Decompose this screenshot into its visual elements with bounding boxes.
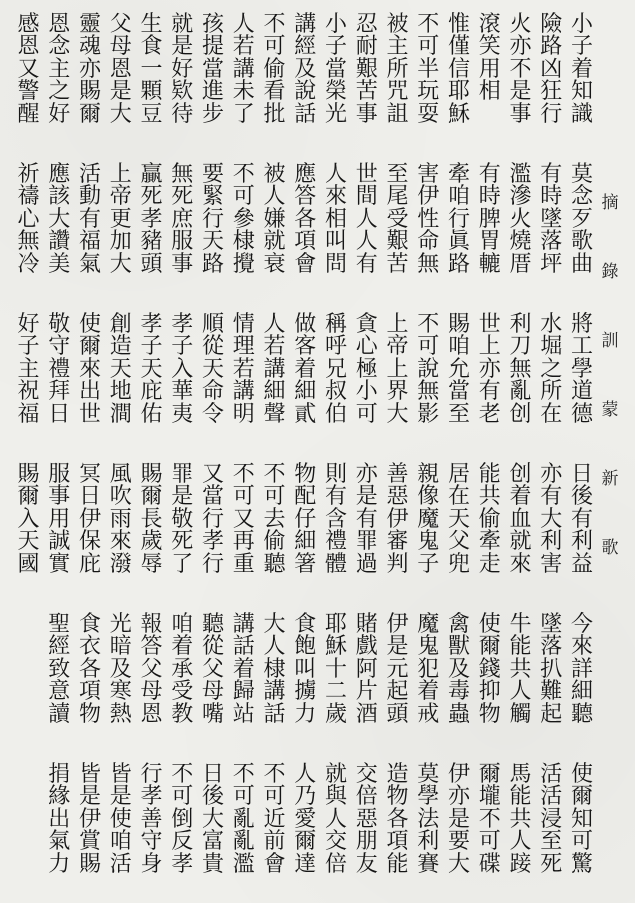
verse-phrase: 被 主 所 咒 詛: [386, 12, 409, 127]
verse-phrase: 險 路 凶 狂 行: [540, 12, 563, 127]
verse-phrase: 人 乃 愛 爾 達: [294, 762, 317, 877]
verse-phrase: 報 答 父 母 恩: [140, 612, 163, 727]
verse-phrase: 光 暗 及 寒 熱: [109, 612, 132, 727]
verse-block: [14, 462, 593, 577]
verse-phrase: 爾 壠 不 可 碟: [478, 762, 501, 877]
title-character: 錄: [601, 262, 619, 282]
verse-phrase: 應 答 各 項 會: [294, 162, 317, 277]
verse-phrase: 講 經 及 說 話: [294, 12, 317, 127]
verse-phrase: 人 若 講 細 聲: [263, 312, 286, 427]
title-character: 摘: [601, 193, 619, 213]
verse-phrase: 小 子 當 榮 光: [324, 12, 347, 127]
verse-phrase: 莫 學 法 利 賽: [417, 762, 440, 877]
verse-block: [14, 162, 593, 277]
verse-phrase: 不 可 參 棣 攪: [232, 162, 255, 277]
title-character: 新: [601, 469, 619, 489]
verse-phrase: 食 飽 叫 擄 力: [294, 612, 317, 727]
verse-phrase: 被 人 嫌 就 衰: [263, 162, 286, 277]
verse-phrase: 世 上 亦 有 老: [478, 312, 501, 427]
verse-phrase: 活 活 浸 至 死: [540, 762, 563, 877]
verse-phrase: 墜 落 扒 難 起: [540, 612, 563, 727]
verse-phrase: 親 像 魔 鬼 子: [417, 462, 440, 577]
verse-phrase: 就 與 人 交 倍: [324, 762, 347, 877]
verse-phrase: 小 子 着 知 識: [570, 12, 593, 127]
verse-phrase: 世 間 人 人 有: [355, 162, 378, 277]
verse-block: [14, 612, 593, 727]
verse-phrase: 牽 咱 行 眞 路: [447, 162, 470, 277]
verse-phrase: 孝 子 入 華 夷: [171, 312, 194, 427]
verse-phrase: 講 話 着 歸 站: [232, 612, 255, 727]
verse-phrase: 日 後 大 富 貴: [201, 762, 224, 877]
verse-phrase: 火 亦 不 是 事: [509, 12, 532, 127]
verse-phrase: 情 理 若 講 明: [232, 312, 255, 427]
verse-phrase: 滾 笑 用 相: [478, 12, 501, 105]
verse-phrase: 服 事 用 誠 實: [48, 462, 71, 577]
verse-phrase: 耶 穌 十 二 歲: [324, 612, 347, 727]
verse-phrase: 今 來 詳 細 聽: [570, 612, 593, 727]
verse-phrase: 要 緊 行 天 路: [201, 162, 224, 277]
verse-phrase: 创 着 血 就 來: [509, 462, 532, 577]
verse-phrase: 無 死 庶 服 事: [171, 162, 194, 277]
verse-phrase: 利 刀 無 亂 创: [509, 312, 532, 427]
verse-phrase: 風 吹 雨 來 潑: [109, 462, 132, 577]
verse-phrase: 活 動 有 福 氣: [78, 162, 101, 277]
verse-phrase: 孩 提 當 進 步: [201, 12, 224, 127]
verse-phrase: 皆 是 伊 賞 賜: [78, 762, 101, 877]
verse-phrase: 不 可 亂 亂 濫: [232, 762, 255, 877]
verse-phrase: 孝 子 天 庇 佑: [140, 312, 163, 427]
verse-phrase: 伊 是 元 起 頭: [386, 612, 409, 727]
verse-phrase: 又 當 行 孝 行: [201, 462, 224, 577]
verse-phrase: 順 從 天 命 令: [201, 312, 224, 427]
verse-phrase: 莫 念 歹 歌 曲: [570, 162, 593, 277]
verse-phrase: 大 人 棣 講 話: [263, 612, 286, 727]
verse-phrase: 生 食 一 顆 豆: [140, 12, 163, 127]
verse-phrase: 賜 爾 入 天 國: [17, 462, 40, 577]
verse-phrase: 皆 是 使 咱 活: [109, 762, 132, 877]
verse-phrase: 水 堀 之 所 在: [540, 312, 563, 427]
verse-phrase: 父 母 恩 是 大: [109, 12, 132, 127]
verse-phrase: 濫 滲 火 燒 厝: [509, 162, 532, 277]
verse-phrase: 禽 獸 及 毒 蟲: [447, 612, 470, 727]
verse-phrase: 靈 魂 亦 賜 爾: [78, 12, 101, 127]
verse-phrase: 稱 呼 兄 叔 伯: [324, 312, 347, 427]
verse-phrase: 聖 經 致 意 讀: [48, 612, 71, 727]
verse-phrase: 物 配 仔 細 箸: [294, 462, 317, 577]
verse-phrase: 不 可 倒 反 孝: [171, 762, 194, 877]
verse-phrase: 亦 有 大 利 害: [540, 462, 563, 577]
verse-phrase: 上 帝 更 加 大: [109, 162, 132, 277]
verse-phrase: 害 伊 性 命 無: [417, 162, 440, 277]
verse-phrase: 食 衣 各 項 物: [78, 612, 101, 727]
verse-block: [14, 762, 593, 877]
verse-block: [14, 12, 593, 127]
verse-phrase: 能 共 偷 牽 走: [478, 462, 501, 577]
verse-phrase: 不 可 近 前 會: [263, 762, 286, 877]
verse-phrase: 善 惡 伊 審 判: [386, 462, 409, 577]
verse-phrase: 罪 是 敬 死 了: [171, 462, 194, 577]
verse-phrase: 好 子 主 祝 福: [17, 312, 40, 427]
title-character: 蒙: [601, 400, 619, 420]
verse-phrase: 日 後 有 利 益: [570, 462, 593, 577]
verse-phrase: 捐 緣 出 氣 力: [48, 762, 71, 877]
verse-phrase: 不 可 去 偷 聽: [263, 462, 286, 577]
verse-phrase: 恩 念 主 之 好: [48, 12, 71, 127]
verse-phrase: 伊 亦 是 要 大: [447, 762, 470, 877]
verse-phrase: 賜 咱 允 當 至: [447, 312, 470, 427]
verse-phrase: 交 倍 惡 朋 友: [355, 762, 378, 877]
verse-phrase: 使 爾 來 出 世: [78, 312, 101, 427]
verse-phrase: 居 在 天 父 兜: [447, 462, 470, 577]
verse-phrase: 牛 能 共 人 觸: [509, 612, 532, 727]
verse-phrase: 冥 日 伊 保 庇: [78, 462, 101, 577]
verse-phrase: 亦 是 有 罪 過: [355, 462, 378, 577]
verse-block: [14, 312, 593, 427]
verse-phrase: 馬 能 共 人 踥: [509, 762, 532, 877]
verse-phrase: 贏 死 孝 豬 頭: [140, 162, 163, 277]
verse-phrase: 做 客 着 細 貳: [294, 312, 317, 427]
verse-phrase: 使 爾 知 可 驚: [570, 762, 593, 877]
verse-phrase: 不 可 半 玩 耍: [417, 12, 440, 127]
verse-phrase: 敬 守 禮 拜 日: [48, 312, 71, 427]
verse-phrase: 使 爾 錢 抑 物: [478, 612, 501, 727]
verse-phrase: 惟 僅 信 耶 穌: [447, 12, 470, 127]
verse-phrase: 將 工 學 道 德: [570, 312, 593, 427]
title-character: 歌: [601, 538, 619, 558]
verse-phrase: 不 可 偷 看 批: [263, 12, 286, 127]
verse-phrase: 有 時 墜 落 坪: [540, 162, 563, 277]
verse-phrase: 聽 從 父 母 嘴: [201, 612, 224, 727]
verse-phrase: 賜 爾 長 歲 辱: [140, 462, 163, 577]
verse-phrase: 賭 戲 阿 片 酒: [355, 612, 378, 727]
verse-phrase: 祈 禱 心 無 冷: [17, 162, 40, 277]
verse-phrase: 有 時 脾 胃 轆: [478, 162, 501, 277]
verse-phrase: 魔 鬼 犯 着 戒: [417, 612, 440, 727]
verse-phrase: 人 來 相 叫 問: [324, 162, 347, 277]
title-character: 訓: [601, 331, 619, 351]
verse-phrase: 上 帝 上 界 大: [386, 312, 409, 427]
verse-phrase: 行 孝 善 守 身: [140, 762, 163, 877]
verse-phrase: 忍 耐 艱 苦 事: [355, 12, 378, 127]
verse-phrase: 不 可 說 無 影: [417, 312, 440, 427]
verse-phrase: 貪 心 極 小 可: [355, 312, 378, 427]
verse-phrase: 咱 着 承 受 教: [171, 612, 194, 727]
verse-phrase: 則 有 含 禮 體: [324, 462, 347, 577]
verse-phrase: 就 是 好 欵 待: [171, 12, 194, 127]
verse-phrase: 不 可 又 再 重: [232, 462, 255, 577]
vertical-title: [598, 195, 622, 609]
verse-phrase: 至 尾 受 艱 苦: [386, 162, 409, 277]
verse-phrase: 創 造 天 地 澗: [109, 312, 132, 427]
verse-phrase: 造 物 各 項 能: [386, 762, 409, 877]
verse-phrase: 應 該 大 讚 美: [48, 162, 71, 277]
verse-phrase: 人 若 講 未 了: [232, 12, 255, 127]
verse-phrase: 感 恩 又 警 醒: [17, 12, 40, 127]
